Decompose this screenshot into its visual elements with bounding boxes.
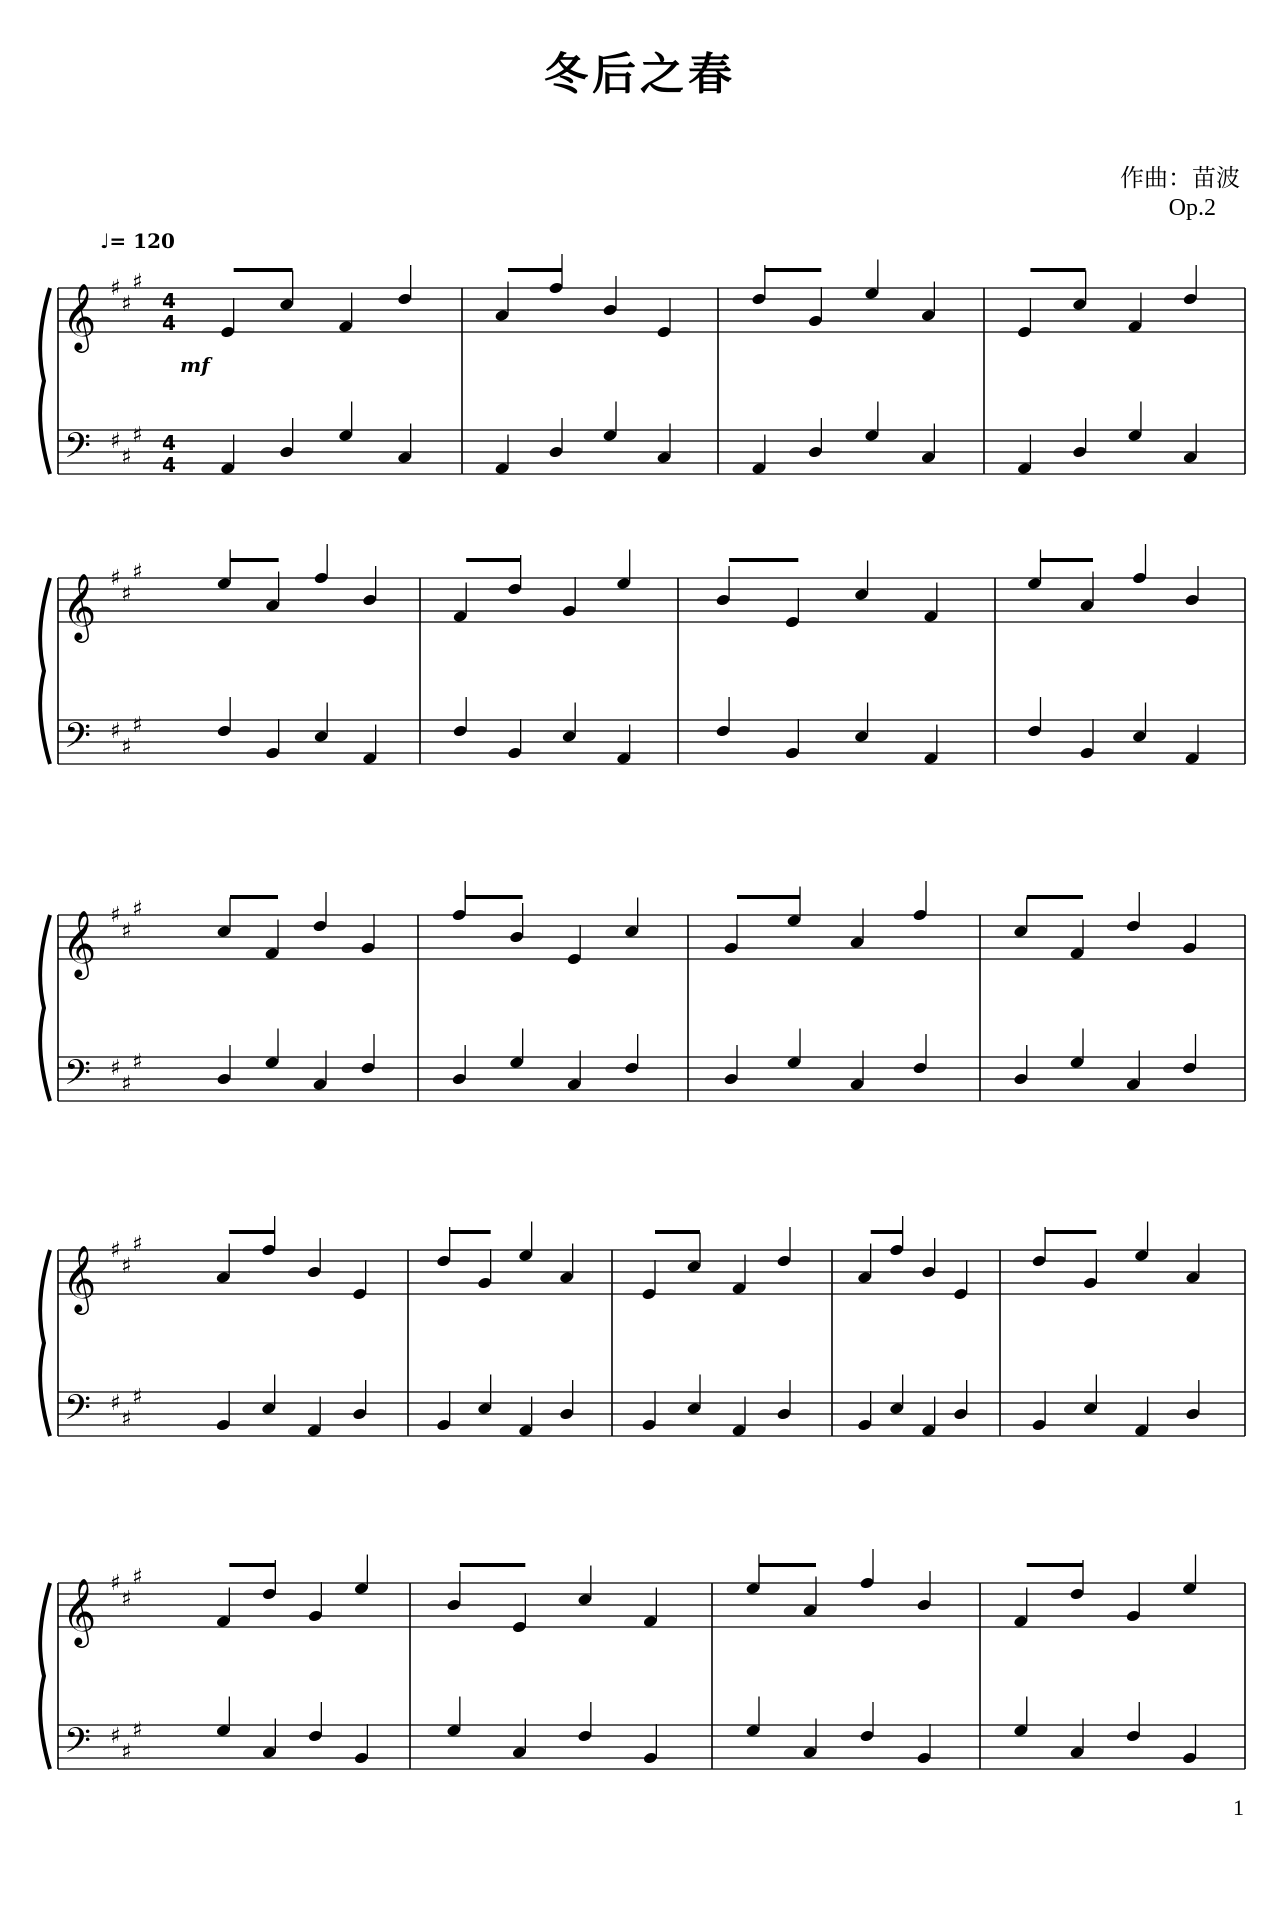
key-signature-sharp: ♯ xyxy=(121,292,132,317)
key-signature-sharp: ♯ xyxy=(132,1385,143,1410)
bass-clef: 𝄢 xyxy=(64,1387,92,1436)
treble-clef: 𝄞 xyxy=(62,572,97,640)
key-signature-sharp: ♯ xyxy=(121,582,132,607)
key-signature-sharp: ♯ xyxy=(121,1740,132,1765)
opus-number: Op.2 xyxy=(1168,195,1216,221)
key-signature-sharp: ♯ xyxy=(110,1391,121,1416)
time-signature-denominator: 4 xyxy=(162,311,176,335)
treble-clef: 𝄞 xyxy=(62,909,97,977)
key-signature-sharp: ♯ xyxy=(132,560,143,585)
time-signature-numerator: 4 xyxy=(162,289,176,313)
key-signature-sharp: ♯ xyxy=(110,276,121,301)
key-signature-sharp: ♯ xyxy=(110,1238,121,1263)
tempo-marking: ♩= 120 xyxy=(100,229,175,253)
key-signature-sharp: ♯ xyxy=(121,1407,132,1432)
key-signature-sharp: ♯ xyxy=(132,897,143,922)
treble-clef: 𝄞 xyxy=(62,282,97,350)
key-signature-sharp: ♯ xyxy=(132,713,143,738)
key-signature-sharp: ♯ xyxy=(132,423,143,448)
key-signature-sharp: ♯ xyxy=(110,1056,121,1081)
key-signature-sharp: ♯ xyxy=(121,1254,132,1279)
page-number: 1 xyxy=(1233,1795,1244,1820)
page-title: 冬后之春 xyxy=(544,49,736,100)
key-signature-sharp: ♯ xyxy=(121,445,132,470)
system-brace xyxy=(40,288,50,474)
key-signature-sharp: ♯ xyxy=(110,1724,121,1749)
system-brace xyxy=(40,915,50,1101)
key-signature-sharp: ♯ xyxy=(121,735,132,760)
key-signature-sharp: ♯ xyxy=(121,919,132,944)
key-signature-sharp: ♯ xyxy=(132,1718,143,1743)
key-signature-sharp: ♯ xyxy=(132,1050,143,1075)
system-brace xyxy=(40,578,50,764)
time-signature-numerator: 4 xyxy=(162,431,176,455)
key-signature-sharp: ♯ xyxy=(132,1232,143,1257)
composer-credit: 作曲：苗波 xyxy=(1120,164,1240,192)
system-brace xyxy=(40,1250,50,1436)
key-signature-sharp: ♯ xyxy=(121,1072,132,1097)
key-signature-sharp: ♯ xyxy=(132,1565,143,1590)
key-signature-sharp: ♯ xyxy=(110,429,121,454)
treble-clef: 𝄞 xyxy=(62,1577,97,1645)
key-signature-sharp: ♯ xyxy=(110,719,121,744)
time-signature-denominator: 4 xyxy=(162,453,176,477)
treble-clef: 𝄞 xyxy=(62,1244,97,1312)
bass-clef: 𝄢 xyxy=(64,1720,92,1769)
dynamic-marking: mf xyxy=(180,353,210,377)
key-signature-sharp: ♯ xyxy=(110,566,121,591)
key-signature-sharp: ♯ xyxy=(121,1587,132,1612)
key-signature-sharp: ♯ xyxy=(110,903,121,928)
bass-clef: 𝄢 xyxy=(64,715,92,764)
bass-clef: 𝄢 xyxy=(64,1052,92,1101)
bass-clef: 𝄢 xyxy=(64,425,92,474)
key-signature-sharp: ♯ xyxy=(110,1571,121,1596)
key-signature-sharp: ♯ xyxy=(132,270,143,295)
system-brace xyxy=(40,1583,50,1769)
